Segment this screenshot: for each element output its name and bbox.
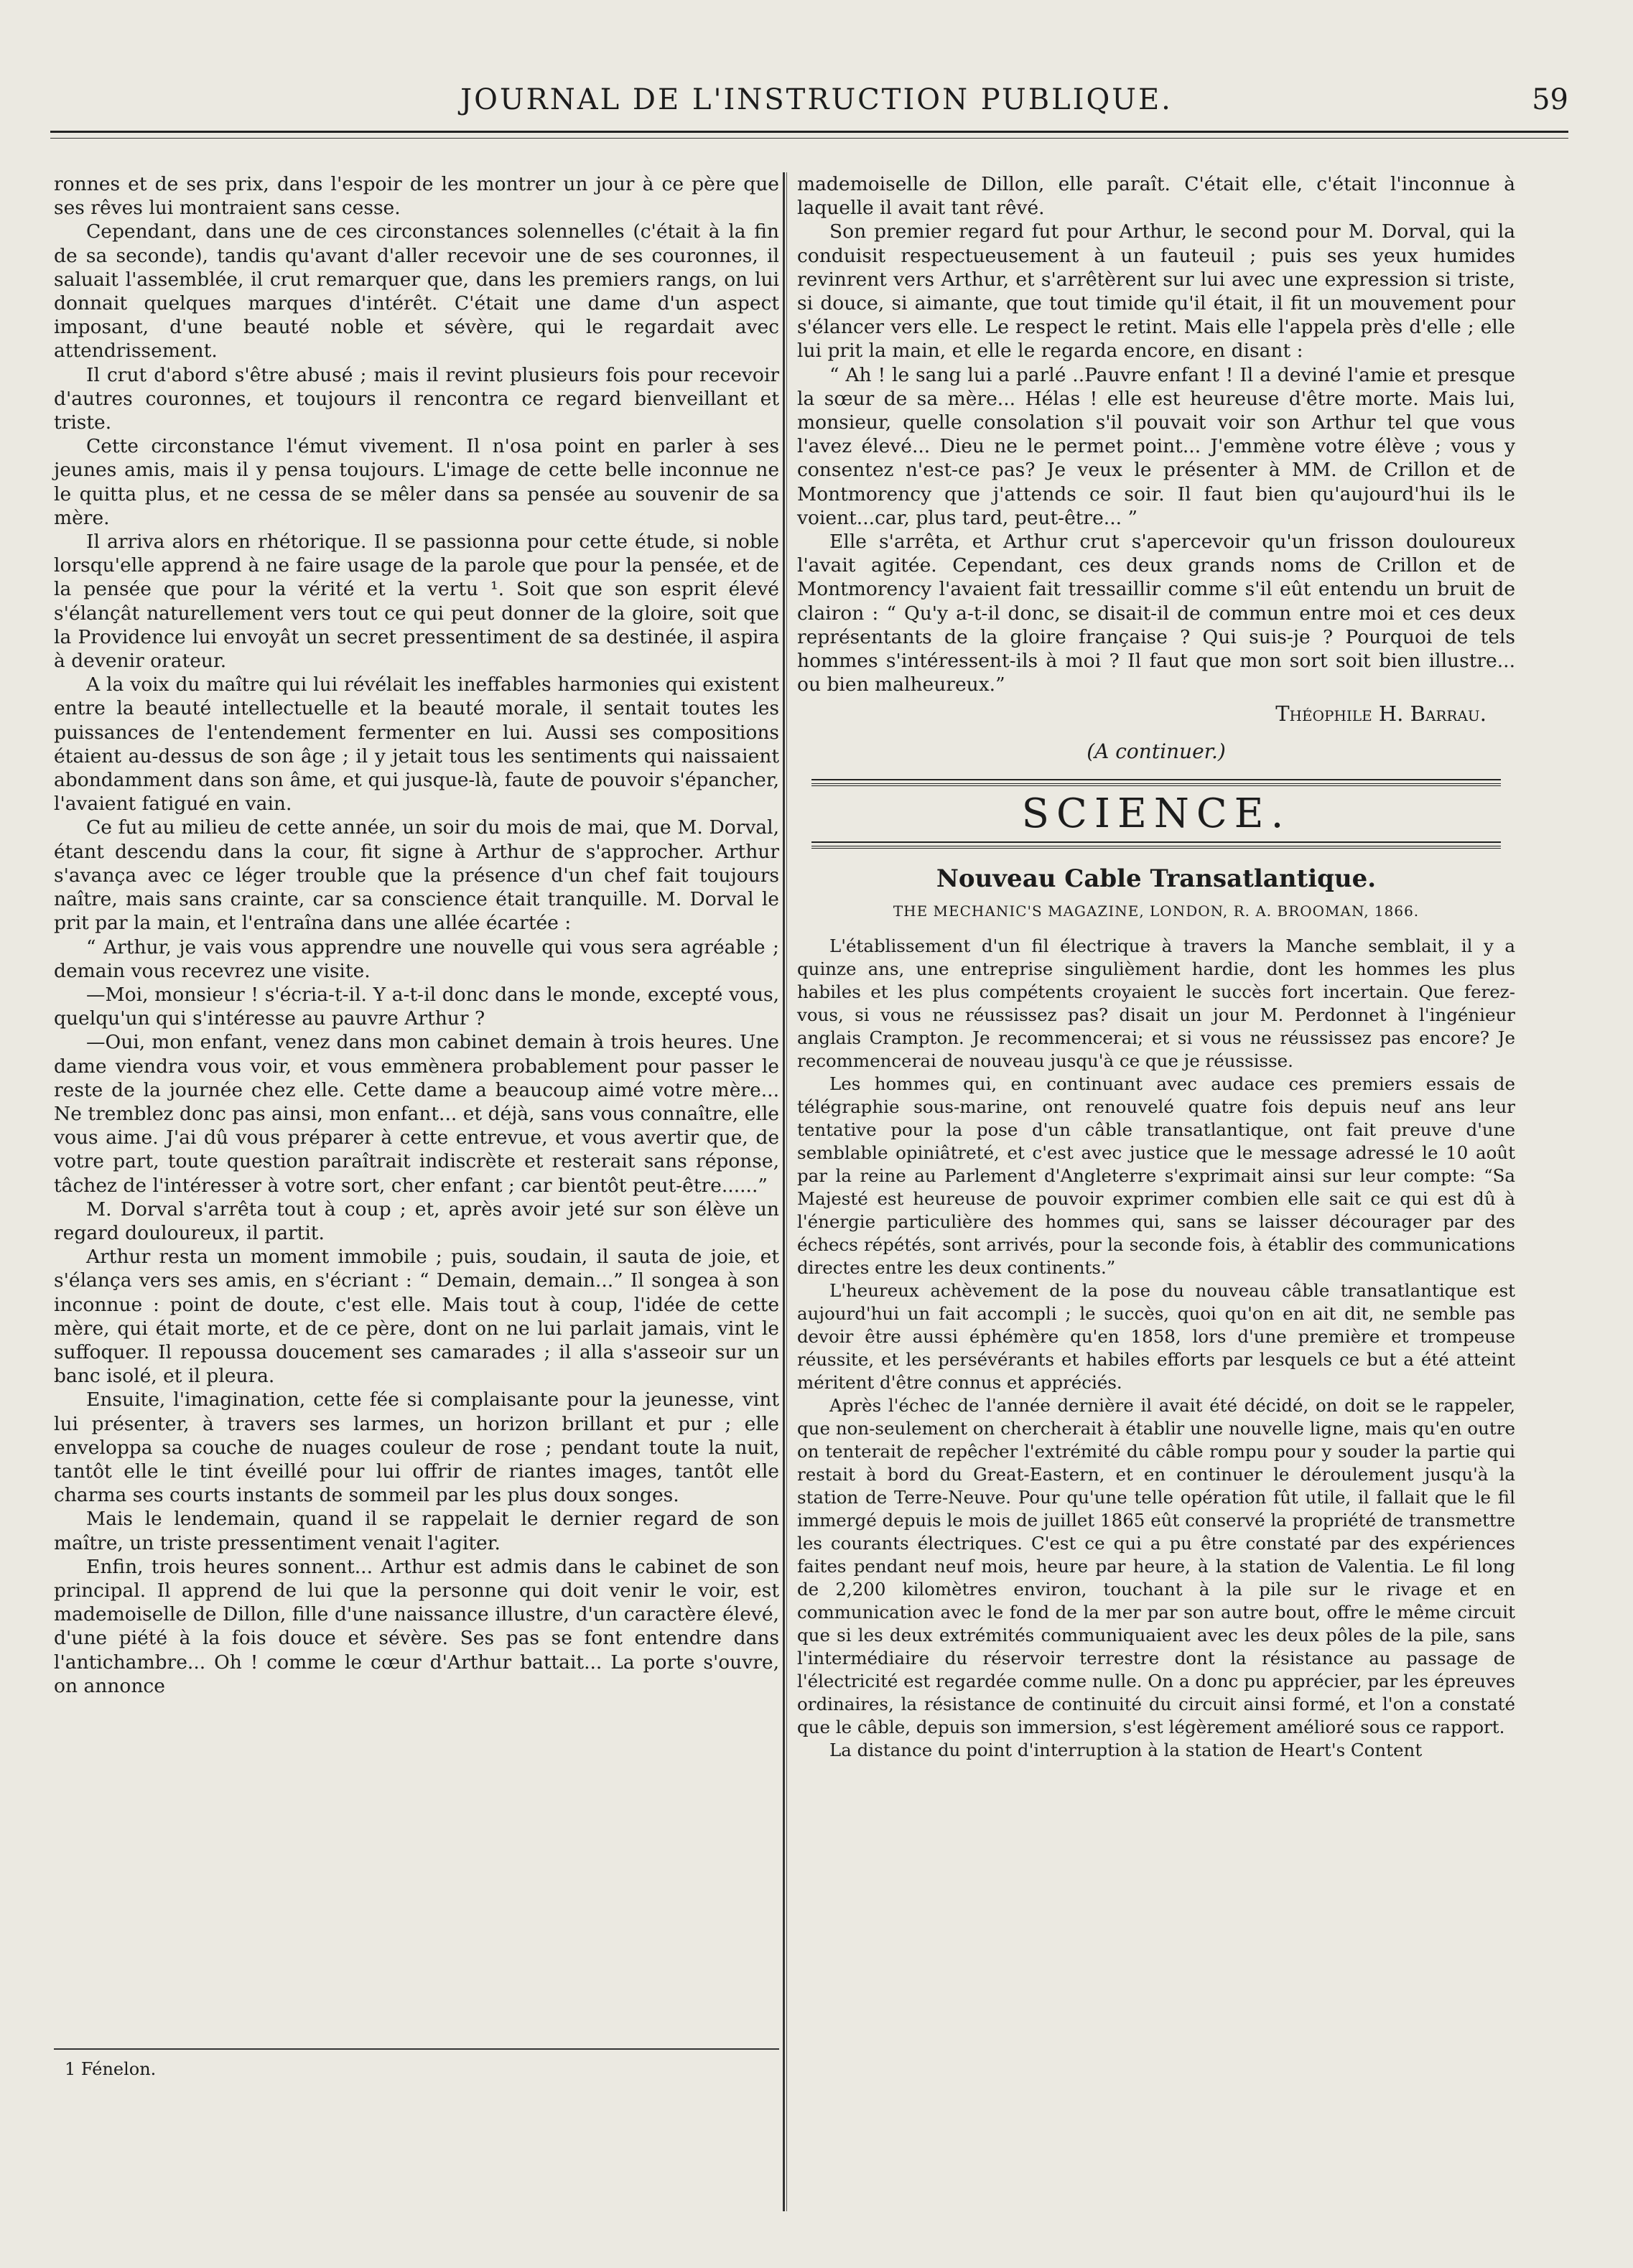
section-rule-top bbox=[811, 779, 1501, 780]
paragraph: —Moi, monsieur ! s'écria-t-il. Y a-t-il donc dans le monde, excepté vous, quelqu'un qui s'intéresse au pauvre Arthur ? bbox=[54, 983, 779, 1030]
footnote-rule bbox=[54, 2048, 779, 2050]
section-rule-top-double bbox=[811, 783, 1501, 786]
paragraph: Il arriva alors en rhétorique. Il se passionna pour cette étude, si noble lorsqu'elle apprend à ne faire usage de la parole que pour la pensée, et de la pensée que pour la vérité et la vertu ¹. Soit que son esprit élevé s'élançât naturellement vers tout ce qui peut donner de la gloire, soit que la Providence lui envoyât un secret pressentiment de sa destinée, il aspira à devenir orateur. bbox=[54, 531, 779, 673]
paragraph: ronnes et de ses prix, dans l'espoir de les montrer un jour à ce père que ses rêves lui montraient sans cesse. bbox=[54, 173, 779, 220]
footnote: 1 Fénelon. bbox=[65, 2059, 157, 2079]
article-source: THE MECHANIC'S MAGAZINE, LONDON, R. A. BROOMAN, 1866. bbox=[893, 902, 1420, 920]
author-signature: Théophile H. Barrau. bbox=[1275, 701, 1487, 727]
paragraph: Son premier regard fut pour Arthur, le second pour M. Dorval, qui la conduisit respectueusement à un fauteuil ; puis ses yeux humides revinrent vers Arthur, et s'arrêtèrent sur lui avec une expression si triste, si douce, si aimante, que tout timide qu'il était, il fit un mouvement pour s'élancer vers elle. Le respect le retint. Mais elle l'appela près d'elle ; elle lui prit la main, et elle le regarda encore, en disant : bbox=[797, 220, 1515, 363]
column-divider-thin bbox=[786, 172, 787, 2211]
section-rule-bottom bbox=[811, 841, 1501, 843]
paragraph: La distance du point d'interruption à la station de Heart's Content bbox=[829, 1740, 1423, 1761]
section-rule-bottom-double bbox=[811, 846, 1501, 849]
paragraph: L'établissement d'un fil électrique à travers la Manche semblait, il y a quinze ans, une entreprise singulièment hardie, dont les hommes les plus habiles et les plus compétents croyaient le succès fort incertain. Que ferez-vous, si vous ne réussissez pas? disait un jour M. Perdonnet à l'ingénieur anglais Crampton. Je recommencerai; et si vous ne réussissez pas encore? Je recommencerai de nouveau jusqu'à ce que je réussisse. bbox=[797, 935, 1515, 1072]
paragraph: Ensuite, l'imagination, cette fée si complaisante pour la jeunesse, vint lui présenter, à travers ses larmes, un horizon brillant et pur ; elle enveloppa sa couche de nuages couleur de rose ; pendant toute la nuit, tantôt elle le tint éveillé pour lui offrir de riantes images, tantôt elle charma ses courts instants de sommeil par les plus doux songes. bbox=[54, 1389, 779, 1507]
right-column bbox=[797, 172, 1515, 1762]
article-title: Nouveau Cable Transatlantique. bbox=[936, 864, 1377, 894]
paragraph: A la voix du maître qui lui révélait les ineffables harmonies qui existent entre la beauté intellectuelle et la beauté morale, il sentait toutes les puissances de l'entendement fermenter en lui. Aussi ses compositions étaient au-dessus de son âge ; il y jetait tous les sentiments qui naissaient abondamment dans son âme, et qui jusque-là, faute de pouvoir s'épancher, l'avaient fatigué en vain. bbox=[54, 673, 779, 816]
paragraph: Ce fut au milieu de cette année, un soir du mois de mai, que M. Dorval, étant descendu dans la cour, fit signe à Arthur de s'approcher. Arthur s'avança avec ce léger trouble que la présence d'un chef fait toujours naître, mais sans crainte, car sa conscience était tranquille. M. Dorval le prit par la main, et l'entraîna dans une allée écartée : bbox=[54, 816, 779, 935]
paragraph: Cependant, dans une de ces circonstances solennelles (c'était à la fin de sa seconde), tandis qu'avant d'aller recevoir une de ses couronnes, il saluait l'assemblée, il crut remarquer que, dans les premiers rangs, on lui donnait quelques marques d'intérêt. C'était une dame d'un aspect imposant, d'une beauté noble et sévère, qui le regardait avec attendrissement. bbox=[54, 220, 779, 363]
paragraph: Elle s'arrêta, et Arthur crut s'apercevoir qu'un frisson douloureux l'avait agitée. Cependant, ces deux grands noms de Crillon et de Montmorency l'avaient fait tressaillir comme s'il eût entendu un bruit de clairon : “ Qu'y a-t-il donc, se disait-il de commun entre moi et ces deux représentants de la gloire française ? Qui suis-je ? Pourquoi de tels hommes s'intéressent-ils à moi ? Il faut que mon sort soit bien illustre... ou bien malheureux.” bbox=[797, 531, 1515, 696]
article-body bbox=[797, 935, 1515, 1762]
page-header bbox=[50, 78, 1583, 121]
paragraph: Enfin, trois heures sonnent... Arthur est admis dans le cabinet de son principal. Il apprend de lui que la personne qui doit venir le voir, est mademoiselle de Dillon, fille d'une naissance illustre, d'un caractère élevé, d'une piété à la fois douce et sévère. Ses pas se font entendre dans l'antichambre... Oh ! comme le cœur d'Arthur battait... La porte s'ouvre, on annonce bbox=[54, 1555, 779, 1697]
paragraph: Les hommes qui, en continuant avec audace ces premiers essais de télégraphie sous-marine, ont renouvelé quatre fois depuis neuf ans leur tentative pour la pose d'un câble transatlantique, ont fait preuve d'une semblable opiniâtreté, et c'est avec justice que le message adressé le 10 août par la reine au Parlement d'Angleterre s'exprimait ainsi sur leur compte: “Sa Majesté est heureuse de pouvoir exprimer combien elle sait ce qui est dû à l'énergie particulière des hommes qui, sans se laisser décourager par des échecs répétés, sont arrivés, pour la seconde fois, à établir des communications directes entre les deux continents.” bbox=[797, 1073, 1515, 1279]
paragraph: M. Dorval s'arrêta tout à coup ; et, après avoir jeté sur son élève un regard douloureux, il partit. bbox=[54, 1198, 779, 1244]
paragraph: Il crut d'abord s'être abusé ; mais il revint plusieurs fois pour recevoir d'autres couronnes, et toujours il rencontra ce regard bienveillant et triste. bbox=[54, 363, 779, 434]
paragraph: Cette circonstance l'émut vivement. Il n'osa point en parler à ses jeunes amis, mais il y pensa toujours. L'image de cette belle inconnue ne le quitta plus, et ne cessa de se mêler dans sa pensée au souvenir de sa mère. bbox=[54, 435, 779, 529]
paragraph: Après l'échec de l'année dernière il avait été décidé, on doit se le rappeler, que non-seulement on chercherait à établir une nouvelle ligne, mais qu'en outre on tenterait de repêcher l'extrémité du câble rompu pour y souder la partie qui restait à bord du Great-Eastern, et en continuer le déroulement jusqu'à la station de Terre-Neuve. Pour qu'une telle opération fût utile, il fallait que le fil immergé depuis le mois de juillet 1865 eût conservé la propriété de transmettre les courants électriques. C'est ce qui a pu être constaté par des expériences faites pendant neuf mois, heure par heure, à la station de Valentia. Le fil long de 2,200 kilomètres environ, touchant à la pile sur le rivage et en communication avec le fond de la mer par son autre bout, offre le même circuit que si les deux extrémités communiquaient avec les deux pôles de la pile, sans l'intermédiaire du réservoir terrestre dont la résistance au passage de l'électricité est regardée comme nulle. On a donc pu apprécier, par les épreuves ordinaires, la résistance de continuité du circuit ainsi formé, et l'on a constaté que le câble, depuis son immersion, s'est légèrement amélioré sous ce rapport. bbox=[797, 1395, 1515, 1738]
header-rule-thin bbox=[50, 138, 1568, 139]
column-divider bbox=[783, 172, 785, 2211]
paragraph: “ Ah ! le sang lui a parlé ..Pauvre enfant ! Il a deviné l'amie et presque la sœur de sa mère... Hélas ! elle est heureuse d'être morte. Mais lui, monsieur, quelle consolation s'il pouvait voir son Arthur tel que vous l'avez élevé... Dieu ne le permet point... J'emmène votre élève ; vous y consentez n'est-ce pas? Je veux le présenter à MM. de Crillon et de Montmorency que j'attends ce soir. Il faut bien qu'aujourd'hui ils le voient...car, plus tard, peut-être... ” bbox=[797, 363, 1515, 529]
section-title: SCIENCE. bbox=[1021, 790, 1291, 837]
paragraph: mademoiselle de Dillon, elle paraît. C'était elle, c'était l'inconnue à laquelle il avait tant rêvé. bbox=[797, 173, 1515, 220]
page-number: 59 bbox=[1532, 83, 1568, 116]
continuation-note: (A continuer.) bbox=[1087, 739, 1226, 763]
left-column bbox=[54, 172, 779, 1698]
journal-title: JOURNAL DE L'INSTRUCTION PUBLIQUE. bbox=[460, 83, 1173, 116]
paragraph: Arthur resta un moment immobile ; puis, soudain, il sauta de joie, et s'élança vers ses amis, en s'écriant : “ Demain, demain...” Il songea à son inconnue : point de doute, c'est elle. Mais tout à coup, l'idée de cette mère, qui était morte, et de ce père, dont on ne lui parlait jamais, vint le suffoquer. Il repoussa doucement ses camarades ; il alla s'asseoir sur un banc isolé, et il pleura. bbox=[54, 1246, 779, 1388]
paragraph: —Oui, mon enfant, venez dans mon cabinet demain à trois heures. Une dame viendra vous voir, et vous emmènera probablement pour passer le reste de la journée chez elle. Cette dame a beaucoup aimé votre mère... Ne tremblez donc pas ainsi, mon enfant... et déjà, sans vous connaître, elle vous aime. J'ai dû vous préparer à cette entrevue, et vous avertir que, de votre part, toute question paraîtrait indiscrète et resterait sans réponse, tâchez de l'intéresser à votre sort, cher enfant ; car bientôt peut-être......” bbox=[54, 1031, 779, 1197]
paragraph: L'heureux achèvement de la pose du nouveau câble transatlantique est aujourd'hui un fait accompli ; le succès, quoi qu'on en ait dit, ne semble pas devoir être aussi éphémère qu'en 1858, lors d'une première et trompeuse réussite, et les persévérants et habiles efforts par lesquels ce but a été atteint méritent d'être connus et appréciés. bbox=[797, 1280, 1515, 1394]
paragraph: “ Arthur, je vais vous apprendre une nouvelle qui vous sera agréable ; demain vous recevrez une visite. bbox=[54, 935, 779, 982]
header-rule bbox=[50, 131, 1568, 133]
paragraph: Mais le lendemain, quand il se rappelait le dernier regard de son maître, un triste pressentiment venait l'agiter. bbox=[54, 1508, 779, 1554]
